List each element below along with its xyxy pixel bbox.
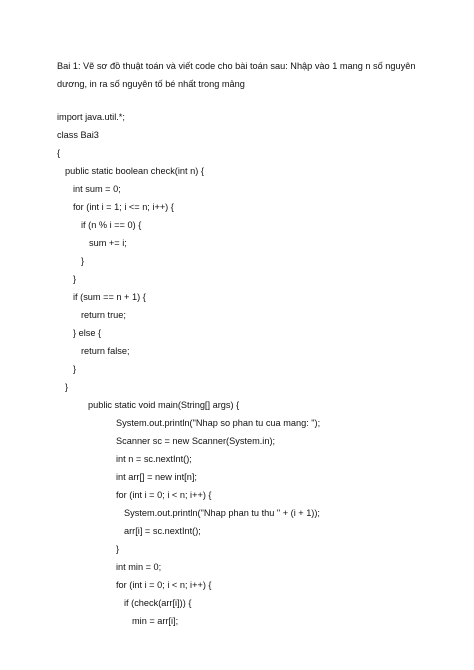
code-line: } bbox=[65, 382, 69, 392]
code-line: if (n % i == 0) { bbox=[81, 220, 142, 230]
code-line: for (int i = 1; i <= n; i++) { bbox=[73, 202, 174, 212]
code-line: for (int i = 0; i < n; i++) { bbox=[116, 490, 212, 500]
code-line: return false; bbox=[81, 346, 130, 356]
code-line: } bbox=[116, 544, 120, 554]
code-line: public static void main(String[] args) { bbox=[88, 400, 240, 410]
code-line: if (sum == n + 1) { bbox=[73, 292, 146, 302]
code-line: System.out.println("Nhap so phan tu cua mang: "); bbox=[116, 418, 321, 428]
code-line: { bbox=[57, 148, 61, 158]
code-line: public static boolean check(int n) { bbox=[65, 166, 204, 176]
code-line: } bbox=[73, 364, 77, 374]
code-line: for (int i = 0; i < n; i++) { bbox=[116, 580, 212, 590]
code-line: arr[i] = sc.nextInt(); bbox=[124, 526, 201, 536]
exercise-heading: Bai 1: Vẽ sơ đồ thuật toán và viết code cho bài toán sau: Nhập vào 1 mang n số nguyên dương, in ra số nguyên tố bé nhất trong mảng bbox=[57, 61, 416, 89]
code-line: System.out.println("Nhap phan tu thu " + (i + 1)); bbox=[124, 508, 320, 518]
code-line: import java.util.*; bbox=[57, 112, 125, 122]
code-line: min = arr[i]; bbox=[132, 616, 179, 626]
code-line: Scanner sc = new Scanner(System.in); bbox=[116, 436, 276, 446]
code-line: } bbox=[73, 274, 77, 284]
code-line: return true; bbox=[81, 310, 126, 320]
code-line: } else { bbox=[73, 328, 102, 338]
code-line: if (check(arr[i])) { bbox=[124, 598, 192, 608]
code-line: class Bai3 bbox=[57, 130, 99, 140]
code-line: sum += i; bbox=[89, 238, 127, 248]
code-line: int sum = 0; bbox=[73, 184, 121, 194]
code-line: int min = 0; bbox=[116, 562, 162, 572]
code-line: int n = sc.nextInt(); bbox=[116, 454, 192, 464]
code-line: } bbox=[81, 256, 85, 266]
code-line: int arr[] = new int[n]; bbox=[116, 472, 197, 482]
